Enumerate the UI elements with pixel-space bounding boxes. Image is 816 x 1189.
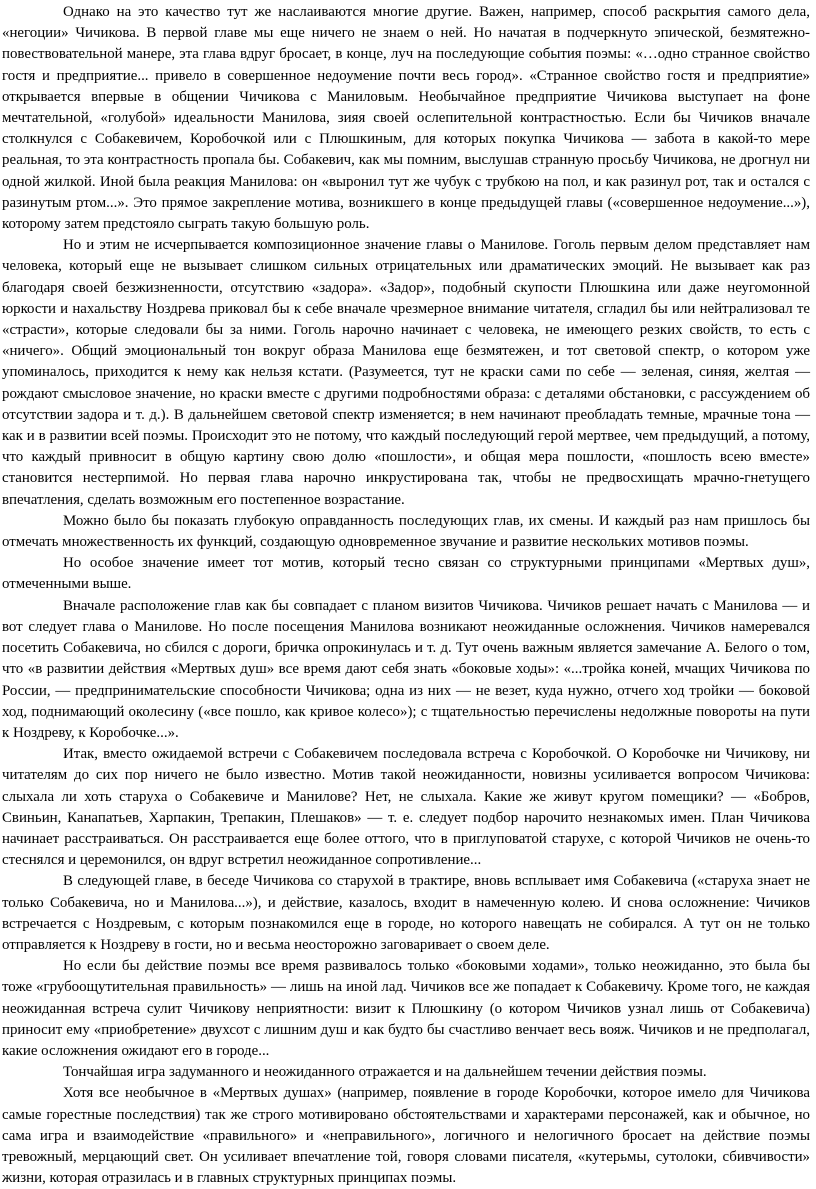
paragraph: Тончайшая игра задуманного и неожиданного отражается и на дальнейшем течении действия поэмы. xyxy=(63,1064,707,1081)
paragraph: Можно было бы показать глубокую оправданность последующих глав, их смены. И каждый раз нам пришлось бы отмечать множественность их функций, создающую одновременное звучание и развитие нескольких мотивов поэмы. xyxy=(2,512,810,551)
paragraph: Итак, вместо ожидаемой встречи с Собакевичем последовала встреча с Коробочкой. О Коробочке ни Чичикову, ни читателям до сих пор ничего не было известно. Мотив такой неожиданности, новизны усиливается вопросом Чичикова: слыхала ли хоть старуха о Собакевиче и Манилове? Нет, не слыхала. Какие же живут кругом помещики? — «Бобров, Свиньин, Канапатьев, Харпакин, Трепакин, Плешаков» — т. е. следует подбор нарочито незнакомых имен. План Чичикова начинает расстраиваться. Он расстраивается еще более оттого, что в приглуповатой старухе, с которой Чичиков не очень-то стеснялся и церемонился, он вдруг встретил неожиданное сопротивление... xyxy=(2,746,810,869)
paragraph: Но и этим не исчерпывается композиционное значение главы о Манилове. Гоголь первым делом представляет нам человека, который еще не вызывает слишком сильных отрицательных или драматических эмоций. Не вызывает как раз благодаря своей безжизненности, отсутствию «задора». «Задор», подобный скупости Плюшкина или даже неугомонной юркости и нахальству Ноздрева приковал бы к себе вначале чрезмерное внимание читателя, сгладил бы или нейтрализовал те «страсти», которые следовали бы за ними. Гоголь нарочно начинает с человека, не имеющего резких свойств, то есть с «ничего». Общий эмоциональный тон вокруг образа Манилова еще безмятежен, и тот световой спектр, о котором уже упоминалось, приходится к нему как нельзя кстати. (Разумеется, тут не краски сами по себе — зеленая, синяя, желтая — рождают смысловое значение, но краски вместе с другими подробностями образа: с деталями обстановки, с рассуждением об отсутствии задора и т. д.). В дальнейшем световой спектр изменяется; в нем начинают преобладать темные, мрачные тона — как и в развитии всей поэмы. Происходит это не потому, что каждый последующий герой мертвее, чем предыдущий, а потому, что каждый привносит в общую картину свою долю «пошлости», и общая мера пошлости, «пошлость всею вместе» становится нестерпимой. Но первая глава нарочно инкрустирована так, чтобы не предвосхищать мрачно-гнетущего впечатления, сделать возможным его постепенное возрастание. xyxy=(2,237,810,508)
paragraph: Вначале расположение глав как бы совпадает с планом визитов Чичикова. Чичиков решает начать с Манилова — и вот следует глава о Манилове. Но после посещения Манилова возникают неожиданные осложнения. Чичиков намеревался посетить Собакевича, но сбился с дороги, бричка опрокинулась и т. д. Тут очень важным является замечание А. Белого о том, что «в развитии действия «Мертвых душ» все время дают себя знать «боковые ходы»: «...тройка коней, мчащих Чичикова по России, — предпринимательские способности Чичикова; одна из них — не везет, куда нужно, отчего ход тройки — боковой ход, поднимающий околесину («все пошло, как кривое колесо»); с тщательностью перечислены недолжные повороты на пути к Ноздреву, к Коробочке...». xyxy=(2,597,810,741)
paragraph: Хотя все необычное в «Мертвых душах» (например, появление в городе Коробочки, которое имело для Чичикова самые горестные последствия) так же строго мотивировано обстоятельствами и характерами персонажей, как и обычное, но сама игра и взаимодействие «правильного» и «неправильного», логичного и нелогичного бросает на действие поэмы тревожный, мерцающий свет. Он усиливает впечатление той, говоря словами писателя, «кутерьмы, сутолоки, сбивчивости» жизни, которая отразилась и в главных структурных принципах поэмы. xyxy=(2,1085,810,1187)
paragraph: В следующей главе, в беседе Чичикова со старухой в трактире, вновь всплывает имя Собакевича («старуха знает не только Собакевича, но и Манилова...»), и действие, казалось, входит в намеченную колею. И снова осложнение: Чичиков встречается с Ноздревым, с которым познакомился еще в городе, но которого навещать не собирался. А тут он не только отправляется к Ноздреву в гости, но и весьма неосторожно заговаривает о своем деле. xyxy=(2,873,810,953)
paragraph: Однако на это качество тут же наслаиваются многие другие. Важен, например, способ раскрытия самого дела, «негоции» Чичикова. В первой главе мы еще ничего не знаем о ней. Но начатая в подчеркнуто эпической, безмятежно-повествовательной манере, эта глава вдруг бросает, в конце, луч на последующие события поэмы: «…одно странное свойство гостя и предприятие... привело в совершенное недоумение почти весь город». «Странное свойство гостя и предприятие» открывается впервые в общении Чичикова с Маниловым. Необычайное предприятие Чичикова выступает на фоне мечтательной, «голубой» идеальности Манилова, зияя своей ослепительной контрастностью. Если бы Чичиков вначале столкнулся с Собакевичем, Коробочкой или с Плюшкиным, для которых покупка Чичикова — забота в какой-то мере реальная, то эта контрастность пропала бы. Собакевич, как мы помним, выслушав странную просьбу Чичикова, не дрогнул ни одной жилкой. Иной была реакция Манилова: он «выронил тут же чубук с трубкою на пол, и как разинул рот, так и остался с разинутым ртом...». Это прямое закрепление мотива, возникшего в конце предыдущей главы («совершенное недоумение...»), которому затем предстояло сыграть такую большую роль. xyxy=(2,4,810,233)
paragraph: Но если бы действие поэмы все время развивалось только «боковыми ходами», только неожиданно, это была бы тоже «грубоощутительная правильность» — лишь на иной лад. Чичиков все же попадает к Собакевичу. Кроме того, не каждая неожиданная встреча сулит Чичикову неприятности: визит к Плюшкину (о котором Чичиков узнал лишь от Собакевича) приносит ему «приобретение» двухсот с лишним душ и как будто бы счастливо венчает весь вояж. Чичиков и не предполагал, какие осложнения ожидают его в городе... xyxy=(2,958,810,1059)
paragraph: Но особое значение имеет тот мотив, который тесно связан со структурными принципами «Мертвых душ», отмеченными выше. xyxy=(2,555,810,593)
